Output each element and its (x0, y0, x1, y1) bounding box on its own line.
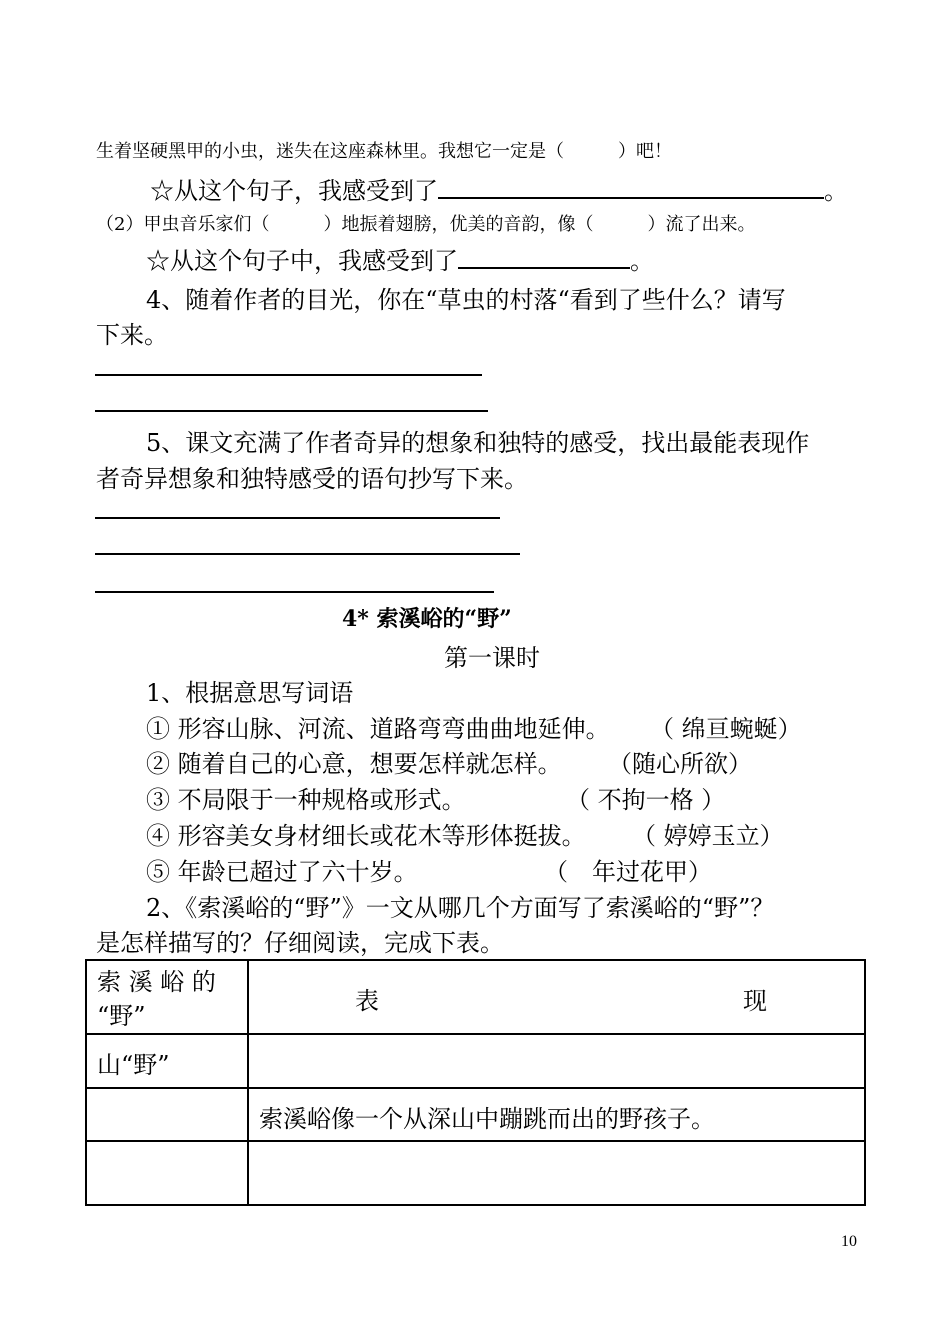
definition-text: ② 随着自己的心意，想要怎样就怎样。 (146, 750, 562, 778)
period-2: 。 (630, 247, 654, 275)
header-left-line-1: 索 溪 峪 的 (97, 968, 216, 996)
aspects-table (85, 959, 866, 1206)
definition-answer-5: （ 年过花甲） (544, 858, 712, 886)
period-1: 。 (824, 177, 848, 205)
definition-text: ③ 不局限于一种规格或形式。 (146, 786, 466, 814)
text-line-1: 生着坚硬黑甲的小虫，迷失在这座森林里。我想它一定是（ ）吧！ (96, 141, 672, 162)
question-5-line-a: 5、课文充满了作者奇异的想象和独特的感受，找出最能表现作 (146, 429, 810, 457)
definition-item-5 (146, 852, 418, 887)
question-4-line-b: 下来。 (96, 321, 168, 349)
table-cell-aspect[interactable] (86, 1141, 248, 1205)
lesson-subtitle: 第一课时 (444, 644, 540, 672)
answer-line-5b[interactable] (95, 553, 520, 555)
question-2-feeling (146, 241, 654, 276)
table-header-right (248, 960, 865, 1034)
table-row (86, 1088, 865, 1141)
lesson-question-2-line-a: 2、《索溪峪的“野”》一文从哪几个方面写了索溪峪的“野”？ (146, 894, 775, 922)
table-header-left (86, 960, 248, 1034)
definition-answer-3: （ 不拘一格 ） (566, 786, 726, 814)
lesson-question-2-line-b: 是怎样描写的？仔细阅读，完成下表。 (96, 929, 504, 957)
definition-text: ④ 形容美女身材细长或花木等形体挺拔。 (146, 822, 586, 850)
table-cell-aspect[interactable] (86, 1088, 248, 1141)
definition-text: ① 形容山脉、河流、道路弯弯曲曲地延伸。 (146, 715, 610, 743)
lesson-title: 4* 索溪峪的“野” (342, 606, 512, 632)
lesson-question-1: 1、根据意思写词语 (146, 679, 354, 707)
table-row (86, 1034, 865, 1088)
star-prompt-1: ☆从这个句子，我感受到了 (150, 177, 438, 205)
table-row (86, 1141, 865, 1205)
definition-answer-1: （ 绵亘蜿蜒） (650, 715, 802, 743)
answer-line-5a[interactable] (95, 517, 500, 519)
header-right-char-2: 现 (743, 987, 767, 1015)
definition-item-1 (146, 709, 610, 744)
answer-line-4b[interactable] (95, 410, 488, 412)
question-1-feeling (150, 171, 848, 206)
definition-answer-2: （随心所欲） (608, 750, 752, 778)
definition-item-2 (146, 744, 562, 779)
header-left-line-2: “野” (97, 1002, 146, 1030)
answer-line-4a[interactable] (95, 374, 482, 376)
text-line-2: （2）甲虫音乐家们（ ）地振着翅膀，优美的音韵，像（ ）流了出来。 (96, 214, 756, 235)
table-cell-expression[interactable] (248, 1141, 865, 1205)
definition-text: ⑤ 年龄已超过了六十岁。 (146, 858, 418, 886)
answer-blank-1[interactable] (438, 172, 824, 199)
table-cell-expression: 索溪峪像一个从深山中蹦跳而出的野孩子。 (248, 1088, 865, 1141)
header-right-char-1: 表 (355, 987, 379, 1015)
definition-item-3 (146, 780, 466, 815)
table-cell-expression[interactable] (248, 1034, 865, 1088)
table-header-row (86, 960, 865, 1034)
definition-answer-4: （ 婷婷玉立） (632, 822, 784, 850)
table-cell-aspect: 山“野” (86, 1034, 248, 1088)
star-prompt-2: ☆从这个句子中，我感受到了 (146, 247, 458, 275)
answer-line-5c[interactable] (95, 591, 494, 593)
page-number: 10 (841, 1233, 857, 1250)
question-4-line-a: 4、随着作者的目光，你在“草虫的村落“看到了些什么？请写 (146, 286, 786, 314)
definition-item-4 (146, 816, 586, 851)
answer-blank-2[interactable] (458, 242, 630, 269)
question-5-line-b: 者奇异想象和独特感受的语句抄写下来。 (96, 465, 528, 493)
